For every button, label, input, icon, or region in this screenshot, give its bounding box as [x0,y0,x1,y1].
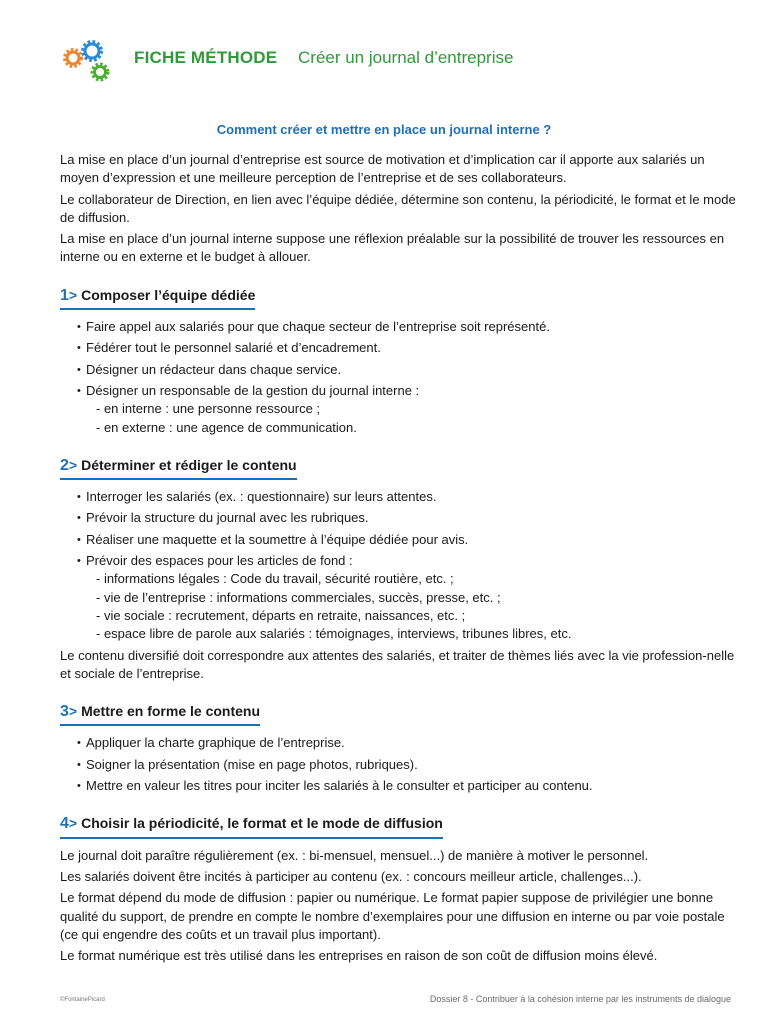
section-heading-3 [60,702,260,726]
question-heading: Comment créer et mettre en place un journal interne ? [216,122,552,137]
footer [60,994,731,1008]
dossier-label: Dossier 8 - Contribuer à la cohésion interne par les instruments de dialogue [429,994,731,1004]
bullet-list [60,488,740,643]
section-number: 1 [60,286,69,304]
gears-icon [62,38,112,84]
list-item: • Prévoir la structure du journal avec les rubriques. [77,509,740,527]
section-title: Mettre en forme le contenu [81,703,261,720]
sub-item: - espace libre de parole aux salariés : témoignages, interviews, tribunes libres, etc. [96,626,572,642]
header [62,38,722,84]
intro-paragraph: La mise en place d’un journal interne suppose une réflexion préalable sur la possibilité de trouver les ressources en interne ou en externe et le budget à allouer. [60,231,725,265]
fiche-label: FICHE MÉTHODE [134,48,278,67]
section-number: 4 [60,815,69,833]
sub-item: - en externe : une agence de communication. [96,419,357,435]
page-title: Créer un journal d’entreprise [298,48,514,67]
document-body [60,151,740,968]
list-item-text: Prévoir des espaces pour les articles de fond : [86,553,353,569]
copyright: ©FontainePicard [60,997,105,1003]
section-heading-2 [60,456,297,480]
section-paragraph: Le format numérique est très utilisé dans les entreprises en raison de son coût de diffusion moins élevé. [60,948,658,964]
list-item: • Soigner la présentation (mise en page photos, rubriques). [77,756,740,774]
list-item: • Réaliser une maquette et la soumettre à l’équipe dédiée pour avis. [77,531,740,549]
sub-item: - vie sociale : recrutement, départs en retraite, naissances, etc. ; [96,607,466,623]
arrow-icon: > [68,286,78,303]
section-number: 3 [60,703,69,721]
sub-item: - vie de l’entreprise : informations commerciales, succès, presse, etc. ; [96,589,501,605]
section-number: 2 [60,456,69,474]
sub-item: - en interne : une personne ressource ; [96,401,321,417]
bullet-list [60,734,740,795]
section-paragraph: Le contenu diversifié doit correspondre aux attentes des salariés, et traiter de thèmes liés avec la vie profession-nelle et sociale de l’entreprise. [60,647,735,681]
section-title: Choisir la périodicité, le format et le mode de diffusion [81,815,443,832]
list-item: • Interroger les salariés (ex. : questionnaire) sur leurs attentes. [77,488,740,506]
intro-paragraph: Le collaborateur de Direction, en lien avec l’équipe dédiée, détermine son contenu, la périodicité, le format et le mode de diffusion. [60,191,736,225]
section-title: Composer l’équipe dédiée [81,286,256,303]
section-title: Déterminer et rédiger le contenu [81,456,297,473]
list-item: • Appliquer la charte graphique de l’entreprise. [77,734,740,752]
bullet-list [60,318,740,437]
arrow-icon: > [68,703,78,720]
section-heading-4 [60,814,443,838]
list-item-text: Désigner un responsable de la gestion du journal interne : [86,382,420,398]
sub-item: - informations légales : Code du travail, sécurité routière, etc. ; [96,571,454,587]
list-item: • Désigner un rédacteur dans chaque service. [77,361,740,379]
list-item [77,552,740,643]
section-paragraph: Le format dépend du mode de diffusion : papier ou numérique. Le format papier suppose de privilégier une bonne qualité du support, de prendre en compte le nombre d’exemplaires pour une diffusion en interne ou par voie postale (ce qui engendre des coûts et un travail plus important). [60,890,725,942]
section-paragraph: Les salariés doivent être incités à participer au contenu (ex. : concours meilleur article, challenges...). [60,868,642,884]
list-item: • Faire appel aux salariés pour que chaque secteur de l’entreprise soit représenté. [77,318,740,336]
section-paragraph: Le journal doit paraître régulièrement (ex. : bi-mensuel, mensuel...) de manière à motiver le personnel. [60,847,649,863]
intro-paragraph: La mise en place d’un journal d’entreprise est source de motivation et d’implication car il apporte aux salariés un moyen d’expression et une meilleure perception de l’entreprise et de ses collaborateurs. [60,152,705,186]
arrow-icon: > [68,456,78,473]
list-item [77,382,740,437]
list-item: • Fédérer tout le personnel salarié et d’encadrement. [77,339,740,357]
list-item: • Mettre en valeur les titres pour inciter les salariés à le consulter et participer au contenu. [77,777,740,795]
section-heading-1 [60,286,255,310]
arrow-icon: > [68,815,78,832]
